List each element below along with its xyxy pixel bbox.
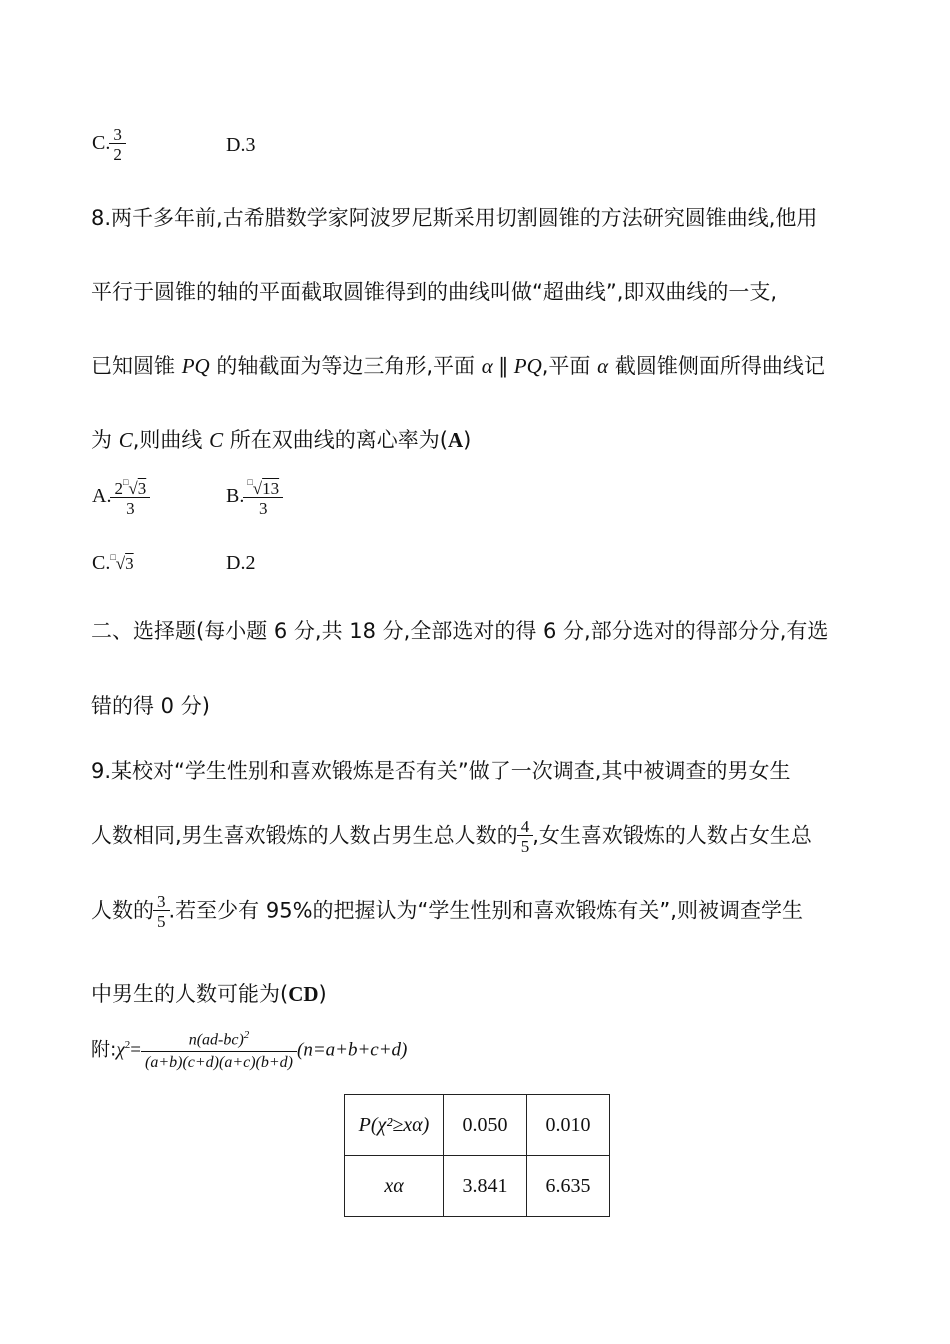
q8-line-4-end: ) bbox=[463, 428, 472, 452]
q8-option-a-radicand: 3 bbox=[137, 479, 147, 498]
q8-option-a-den: 3 bbox=[110, 497, 150, 517]
q7-option-c-den: 2 bbox=[109, 143, 126, 163]
formula-suffix: (n=a+b+c+d) bbox=[297, 1039, 408, 1061]
formula-prefix: 附: bbox=[91, 1038, 117, 1061]
table-cell: 0.010 bbox=[527, 1095, 610, 1156]
q8-line-2: 平行于圆锥的轴的平面截取圆锥得到的曲线叫做“超曲线”,即双曲线的一支, bbox=[91, 280, 778, 304]
q8-option-a bbox=[92, 478, 149, 517]
q9-answer: CD bbox=[288, 982, 319, 1006]
q7-option-c bbox=[92, 126, 125, 163]
formula-chi: χ bbox=[116, 1039, 125, 1061]
q7-option-c-fraction bbox=[111, 126, 124, 163]
q8-option-a-fraction bbox=[112, 478, 148, 517]
q8-line-3-d: 截圆锥侧面所得曲线记 bbox=[608, 354, 825, 378]
q8-alpha: α bbox=[481, 354, 493, 378]
section2-line-1: 二、选择题(每小题 6 分,共 18 分,全部选对的得 6 分,部分选对的得部分分,有选 bbox=[91, 619, 829, 643]
q9-fraction-4-5 bbox=[519, 818, 532, 855]
q9-line-2 bbox=[91, 818, 812, 855]
q8-option-b-label: B. bbox=[226, 485, 245, 508]
table-cell: 3.841 bbox=[444, 1156, 527, 1217]
q8-line-3-b: 的轴截面为等边三角形,平面 bbox=[209, 354, 482, 378]
q8-option-c-box: □ bbox=[110, 552, 116, 562]
table-row-label bbox=[345, 1156, 444, 1217]
chi-square-formula bbox=[91, 1030, 407, 1072]
q8-pq: PQ bbox=[181, 354, 210, 378]
q8-parallel: ∥ bbox=[492, 354, 514, 378]
q8-option-a-num bbox=[112, 478, 148, 497]
q9-line-3-b: .若至少有 95%的把握认为“学生性别和喜欢锻炼有关”,则被调查学生 bbox=[168, 898, 803, 923]
q9-line-1: 9.某校对“学生性别和喜欢锻炼是否有关”做了一次调查,其中被调查的男女生 bbox=[91, 759, 791, 783]
q9-line-2-b: ,女生喜欢锻炼的人数占女生总 bbox=[532, 823, 812, 848]
q9-line-3-a: 人数的 bbox=[91, 898, 154, 923]
q8-line-3 bbox=[91, 350, 825, 380]
q7-option-d: D.3 bbox=[226, 134, 256, 156]
q9-fraction-2-den: 5 bbox=[153, 910, 170, 930]
table-cell: 6.635 bbox=[527, 1156, 610, 1217]
formula-num-sq: 2 bbox=[243, 1029, 250, 1041]
q9-line-4-a: 中男生的人数可能为( bbox=[91, 982, 289, 1006]
q8-alpha-2: α bbox=[597, 354, 609, 378]
q9-line-3 bbox=[91, 893, 803, 930]
q7-option-c-label: C. bbox=[92, 132, 111, 155]
q8-option-b-box: □ bbox=[247, 477, 253, 487]
q8-line-4 bbox=[91, 424, 471, 454]
q9-line-4 bbox=[91, 978, 327, 1008]
formula-num-n: n bbox=[188, 1031, 197, 1049]
table-row-label-text: xα bbox=[384, 1174, 404, 1197]
formula-num-body: (ad-bc) bbox=[196, 1031, 244, 1049]
q8-curve-c-2: C bbox=[209, 428, 224, 452]
q8-line-4-d: 所在双曲线的离心率为( bbox=[223, 428, 448, 452]
q8-option-a-radical: √ bbox=[128, 479, 138, 498]
q8-option-a-box: □ bbox=[122, 477, 129, 487]
section2-line-2: 错的得 0 分) bbox=[91, 694, 210, 718]
q8-option-a-label: A. bbox=[92, 485, 112, 508]
q8-line-4-b: ,则曲线 bbox=[132, 428, 210, 452]
q8-line-3-a: 已知圆锥 bbox=[91, 354, 182, 378]
formula-numerator bbox=[185, 1030, 254, 1051]
q8-option-a-coef: 2 bbox=[114, 479, 123, 498]
q8-option-b-num bbox=[245, 478, 281, 497]
q9-fraction-3-5 bbox=[155, 893, 168, 930]
q9-fraction-2-num: 3 bbox=[157, 892, 166, 911]
q8-option-d: D.2 bbox=[226, 552, 256, 574]
q8-option-b-fraction bbox=[245, 478, 281, 517]
q8-option-b-radical: √ bbox=[252, 479, 263, 498]
q8-pq-2: PQ bbox=[513, 354, 542, 378]
table-row bbox=[345, 1156, 610, 1217]
q8-answer: A bbox=[447, 428, 464, 452]
q8-option-b-den: 3 bbox=[243, 497, 283, 517]
q8-option-b bbox=[226, 478, 282, 517]
critical-value-table bbox=[344, 1094, 610, 1217]
table-cell: 0.050 bbox=[444, 1095, 527, 1156]
formula-denominator: (a+b)(c+d)(a+c)(b+d) bbox=[141, 1051, 297, 1072]
q9-line-2-a: 人数相同,男生喜欢锻炼的人数占男生总人数的 bbox=[91, 823, 518, 848]
q8-option-c bbox=[92, 552, 134, 575]
q8-line-3-c: ,平面 bbox=[541, 354, 598, 378]
table-header-label-text: P(χ²≥xα) bbox=[358, 1113, 430, 1136]
q8-option-c-label: C. bbox=[92, 552, 111, 574]
q9-fraction-num: 4 bbox=[520, 817, 530, 836]
table-row bbox=[345, 1095, 610, 1156]
q8-option-b-radicand: 13 bbox=[262, 479, 280, 498]
q8-option-c-radical: √ bbox=[115, 554, 126, 573]
q9-line-4-end: ) bbox=[318, 982, 327, 1006]
formula-chi-sq: 2 bbox=[124, 1038, 131, 1051]
q8-curve-c: C bbox=[118, 428, 133, 452]
q9-fraction-den: 5 bbox=[517, 835, 534, 855]
formula-fraction bbox=[141, 1030, 297, 1072]
q8-line-4-a: 为 bbox=[91, 428, 119, 452]
q8-line-1: 8.两千多年前,古希腊数学家阿波罗尼斯采用切割圆锥的方法研究圆锥曲线,他用 bbox=[91, 206, 818, 230]
q7-option-c-num: 3 bbox=[113, 125, 122, 144]
q8-option-c-radicand: 3 bbox=[125, 554, 134, 573]
table-header-label bbox=[345, 1095, 444, 1156]
formula-eq: = bbox=[130, 1039, 141, 1061]
